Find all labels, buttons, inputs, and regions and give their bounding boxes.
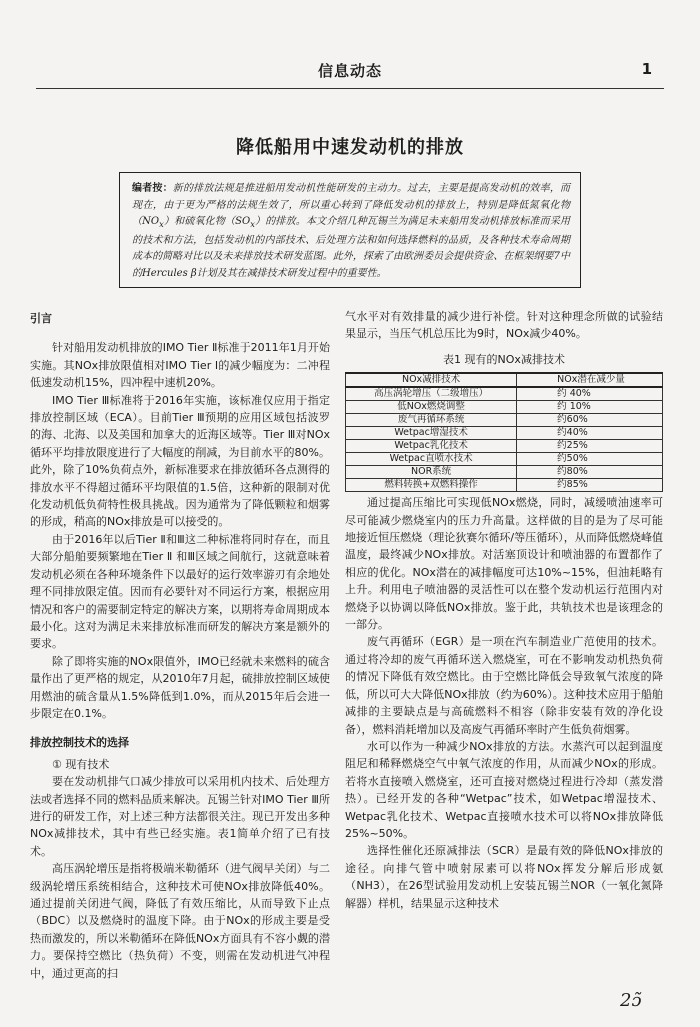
paragraph: 选择性催化还原减排法（SCR）是最有效的降低NOx排放的途径。向排气管中喷射尿素可以将NOx挥发分解后形成氨（NH3），在26型试验用发动机上安装瓦锡兰NOR（一氧化氮降解器）样机，结果显示这种技术	[345, 844, 663, 910]
table-row: Wetpac直喷水技术 约50%	[346, 453, 663, 466]
table-row: NOR系统 约80%	[346, 466, 663, 479]
section-heading: 排放控制技术的选择	[30, 736, 129, 750]
table-caption: 表1 现有的NOx减排技术	[443, 352, 565, 366]
right-column	[345, 308, 663, 912]
table-header-cell: NOx减排技术	[346, 373, 517, 387]
paragraph: 通过提高压缩比可实现低NOx燃烧，同时，减缓喷油速率可尽可能减少燃烧室内的压力升高量。这样做的目的是为了尽可能地接近恒压燃烧（理论狄赛尔循环/等压循环），从而降低燃烧峰值温度，最终减少NOx排放。对活塞顶设计和喷油器的布置都作了相应的优化。NOx潜在的减排幅度可达10%~15%，但油耗略有上升。利用电子喷油器的灵活性可以在整个发动机运行范围内对燃烧予以协调以降低NOx排放。鉴于此，共轨技术也是该理念的一部分。	[345, 496, 663, 632]
paragraph: 高压涡轮增压是指将极端米勒循环（进气阀早关闭）与二级涡轮增压系统相结合，这种技术可使NOx排放降低40%。通过提前关闭进气阀，降低了有效压缩比，从而导致下止点（BDC）以及燃烧时的温度下降。由于NOx的形成主要是受热而激发的，所以米勒循环在降低NOx方面具有不容小觑的潜力。要保持空燃比（热负荷）不变，则需在发动机进气冲程中，通过更高的扫	[30, 862, 330, 980]
table-header-row	[346, 373, 663, 387]
table-row: 废气再循环系统 约60%	[346, 414, 663, 427]
paragraph: 除了即将实施的NOx限值外，IMO已经就未来燃料的硫含量作出了更严格的规定，从2010年7月起，硫排放控制区域使用燃油的硫含量从1.5%降低到1.0%，而从2015年后会进一步限定在0.1%。	[30, 654, 330, 720]
article-title: 降低船用中速发动机的排放	[236, 137, 464, 158]
paragraph: 针对船用发动机排放的IMO Tier Ⅱ标准于2011年1月开始实施。其NOx排放限值相对IMO Tier Ⅰ的减少幅度为：二冲程低速发动机15%，四冲程中速机20%。	[30, 341, 330, 390]
table-row: 燃料转换+双燃料操作 约85%	[346, 479, 663, 492]
editor-note-box: 编者按：新的排放法规是推进船用发动机性能研发的主动力。过去，主要是提高发动机的效率，而现在，由于更为严格的法规生效了，所以重心转到了降低发动机的排放上，特别是降低氮氧化物$(NO_x)$和硫氧化物$(SO_x)$的排放。本文介绍几种瓦锡兰为满足未来船用发动机排放标准而采用的技术和方法，包括发动机的内部技术、后处理方法和如何选择燃料的品质，及各种技术寿命周期成本的简略对比以及未来排放技术研发蓝图。此外，探索了由欧洲委员会提供资金、在框架纲要7中的Hercules β计划及其在减排技术研发过程中的重要性。	[119, 172, 581, 288]
page-number: 1	[641, 60, 652, 78]
paragraph: 要在发动机排气口减少排放可以采用机内技术、后处理方法或者选择不同的燃料品质来解决。瓦锡兰针对IMO Tier Ⅲ所进行的研发工作，对上述三种方法都很关注。现已开发出多种NOx减排技术，其中有些已经实施。表1简单介绍了已有技术。	[30, 775, 330, 858]
paragraph: 气水平对有效排量的减少进行补偿。针对这种理念所做的试验结果显示，当压气机总压比为9时，NOx减少40%。	[345, 310, 663, 341]
intro-heading: 引言	[30, 312, 52, 325]
header-rule	[36, 88, 664, 89]
editor-note-label: 编者按：	[132, 183, 173, 194]
subsection-heading: ① 现有技术	[52, 757, 110, 771]
handwritten-mark: 2ɔ̃	[620, 990, 642, 1011]
paragraph: 由于2016年以后Tier Ⅱ和Ⅲ这二种标准将同时存在，而且大部分船舶要频繁地在Tier Ⅱ 和Ⅲ区域之间航行，这就意味着发动机必须在各种环境条件下以最好的运行效率游刃有余地处理不同排放限定值。因而有必要针对不同运行方案，根据应用情况和客户的需要制定特定的解决方案，以期将寿命周期成本最小化。这对为满足未来排放标准而研发的解决方案是额外的要求。	[30, 532, 330, 651]
table-header-cell: NOx潜在减少量	[517, 373, 663, 387]
editor-note-text: 新的排放法规是推进船用发动机性能研发的主动力。过去，主要是提高发动机的效率，而现在，由于更为严格的法规生效了，所以重心转到了降低发动机的排放上，特别是降低氮氧化物（NO	[132, 183, 571, 227]
nox-technology-table	[345, 372, 663, 492]
table-row: 低NOx燃烧调整 约 10%	[346, 401, 663, 414]
section-title: 信息动态	[317, 62, 382, 80]
table-row: 高压涡轮增压（二级增压） 约 40%	[346, 387, 663, 401]
paragraph: 废气再循环（EGR）是一项在汽车制造业广范使用的技术。通过将冷却的废气再循环送入燃烧室，可在不影响发动机热负荷的情况下降低有效空燃比。由于空燃比降低会导致氧气浓度的降低，所以可大大降低NOx排放（约为60%）。这种技术应用于船舶减排的主要缺点是与高硫燃料不相容（除非安装有效的净化设备），燃料消耗增加以及高废气再循环率时产生低负荷烟雾。	[345, 635, 663, 736]
running-header	[0, 60, 700, 82]
paragraph: 水可以作为一种减少NOx排放的方法。水蒸汽可以起到温度阻尼和稀释燃烧空气中氧气浓度的作用，从而减少NOx的形成。若将水直接喷入燃烧室，还可直接对燃烧过程进行冷却（蒸发潜热）。已经开发的各种“Wetpac”技术，如Wetpac增湿技术、Wetpac乳化技术、Wetpac直接喷水技术可以将NOx排放降低25%~50%。	[345, 739, 663, 840]
left-column	[30, 308, 330, 982]
paragraph: IMO Tier Ⅲ标准将于2016年实施，该标准仅应用于指定排放控制区域（ECA）。目前Tier Ⅲ预期的应用区域包括波罗的海、北海、以及美国和加拿大的近海区域等。Tier Ⅲ对NOx循环平均排放限度进行了大幅度的削减，为目前水平的80%。此外，除了10%负荷点外，新标准要求在排放循环各点测得的排放水平不得超过循环平均限值的1.5倍，这种新的限制对优化发动机低负荷特性极具挑战。因为通常为了降低颗粒和烟雾的形成，稍高的NOx排放是可以接受的。	[30, 393, 330, 529]
table-row: Wetpac乳化技术 约25%	[346, 440, 663, 453]
table-row: Wetpac增湿技术 约40%	[346, 427, 663, 440]
